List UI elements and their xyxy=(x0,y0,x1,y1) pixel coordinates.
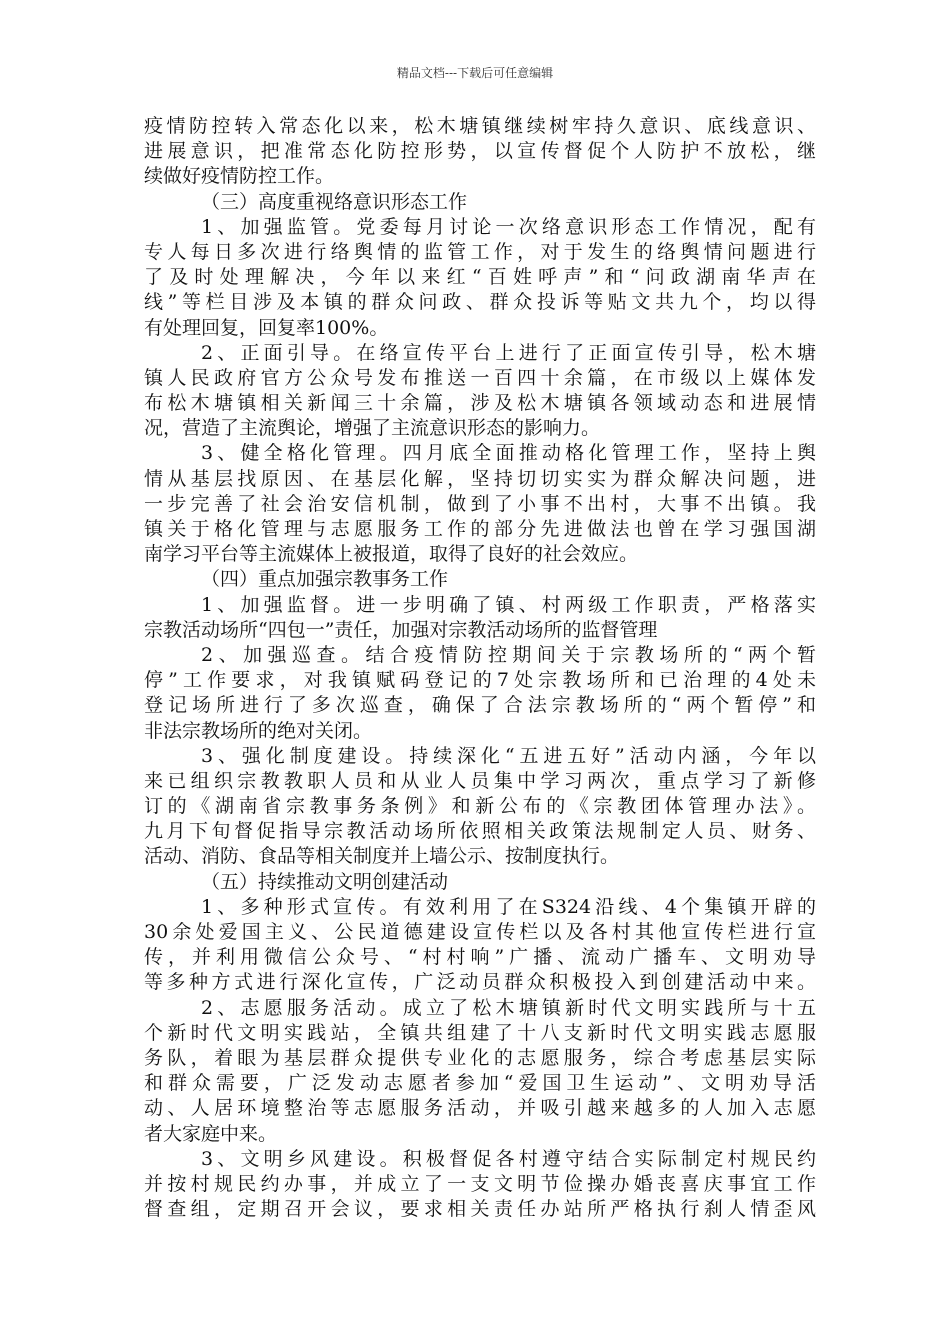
text-line: 订的《湖南省宗教事务条例》和新公布的《宗教团体管理办法》。 xyxy=(144,795,816,818)
text-line: 者大家庭中来。 xyxy=(144,1122,278,1145)
text-line: 2、志愿服务活动。成立了松木塘镇新时代文明实践所与十五 xyxy=(201,996,816,1019)
text-line: 线”等栏目涉及本镇的群众问政、群众投诉等贴文共九个，均以得 xyxy=(144,291,816,314)
text-line: 续做好疫情防控工作。 xyxy=(144,165,335,188)
text-line: 况，营造了主流舆论，增强了主流意识形态的影响力。 xyxy=(144,417,601,440)
section-heading: （五）持续推动文明创建活动 xyxy=(201,870,449,893)
text-line: 镇关于格化管理与志愿服务工作的部分先进做法也曾在学习强国湖 xyxy=(144,518,816,540)
text-line: 登记场所进行了多次巡查，确保了合法宗教场所的“两个暂停”和 xyxy=(144,694,816,717)
text-line: 1、加强监督。进一步明确了镇、村两级工作职责，严格落实 xyxy=(201,593,816,616)
text-line: 动、人居环境整治等志愿服务活动，并吸引越来越多的人加入志愿 xyxy=(144,1097,816,1120)
document-body xyxy=(144,114,816,1222)
text-line: 情从基层找原因、在基层化解，坚持切切实实为群众解决问题，进 xyxy=(144,467,816,490)
text-line: 督查组，定期召开会议，要求相关责任办站所严格执行刹人情歪风 xyxy=(144,1198,816,1221)
text-line: 有处理回复，回复率100%。 xyxy=(144,316,389,339)
text-line: 和群众需要，广泛发动志愿者参加“爱国卫生运动”、文明劝导活 xyxy=(144,1072,816,1095)
text-line: 3、文明乡风建设。积极督促各村遵守结合实际制定村规民约 xyxy=(201,1147,816,1170)
text-line: 传，并利用微信公众号、“村村响”广播、流动广播车、文明劝导 xyxy=(144,946,816,969)
text-line: 务队，着眼为基层群众提供专业化的志愿服务，综合考虑基层实际 xyxy=(144,1046,816,1069)
text-line: 镇人民政府官方公众号发布推送一百四十余篇，在市级以上媒体发 xyxy=(144,366,816,389)
text-line: 并按村规民约办事，并成立了一支文明节俭操办婚丧喜庆事宜工作 xyxy=(144,1172,816,1195)
text-line: 活动、消防、食品等相关制度并上墙公示、按制度执行。 xyxy=(144,845,620,868)
text-line: 1、多种形式宣传。有效利用了在S324沿线、4个集镇开辟的 xyxy=(201,895,816,918)
text-line: 停”工作要求，对我镇赋码登记的7处宗教场所和已治理的4处未 xyxy=(144,669,816,692)
text-line: 非法宗教场所的绝对关闭。 xyxy=(144,719,373,742)
text-line: 南学习平台等主流媒体上被报道，取得了良好的社会效应。 xyxy=(144,543,639,566)
section-heading: （四）重点加强宗教事务工作 xyxy=(201,568,449,591)
section-heading: （三）高度重视络意识形态工作 xyxy=(201,190,468,213)
text-line: 3、健全格化管理。四月底全面推动格化管理工作，坚持上舆 xyxy=(201,442,816,465)
text-line: 30余处爱国主义、公民道德建设宣传栏以及各村其他宣传栏进行宣 xyxy=(144,921,816,943)
text-line: 专人每日多次进行络舆情的监管工作，对于发生的络舆情问题进行 xyxy=(144,240,816,263)
text-line: 疫情防控转入常态化以来，松木塘镇继续树牢持久意识、底线意识、 xyxy=(144,115,816,137)
text-line: 了及时处理解决，今年以来红“百姓呼声”和“问政湖南华声在 xyxy=(144,266,816,289)
text-line: 等多种方式进行深化宣传，广泛动员群众积极投入到创建活动中来。 xyxy=(144,971,816,994)
text-line: 1、加强监管。党委每月讨论一次络意识形态工作情况，配有 xyxy=(201,215,816,238)
text-line: 九月下旬督促指导宗教活动场所依照相关政策法规制定人员、财务、 xyxy=(144,820,816,843)
text-line: 3、强化制度建设。持续深化“五进五好”活动内涵，今年以 xyxy=(201,744,816,767)
text-line: 进展意识，把准常态化防控形势，以宣传督促个人防护不放松，继 xyxy=(144,140,816,163)
text-line: 个新时代文明实践站，全镇共组建了十八支新时代文明实践志愿服 xyxy=(144,1021,816,1044)
text-line: 2、正面引导。在络宣传平台上进行了正面宣传引导，松木塘 xyxy=(201,341,816,364)
page-header: 精品文档---下载后可任意编辑 xyxy=(396,66,554,80)
text-line: 2、加强巡查。结合疫情防控期间关于宗教场所的“两个暂 xyxy=(201,643,816,666)
text-line: 来已组织宗教教职人员和从业人员集中学习两次，重点学习了新修 xyxy=(144,769,816,792)
text-line: 一步完善了社会治安信机制，做到了小事不出村，大事不出镇。我 xyxy=(144,492,816,515)
text-line: 宗教活动场所“四包一”责任，加强对宗教活动场所的监督管理 xyxy=(144,618,658,641)
text-line: 布松木塘镇相关新闻三十余篇，涉及松木塘镇各领域动态和进展情 xyxy=(144,392,816,415)
